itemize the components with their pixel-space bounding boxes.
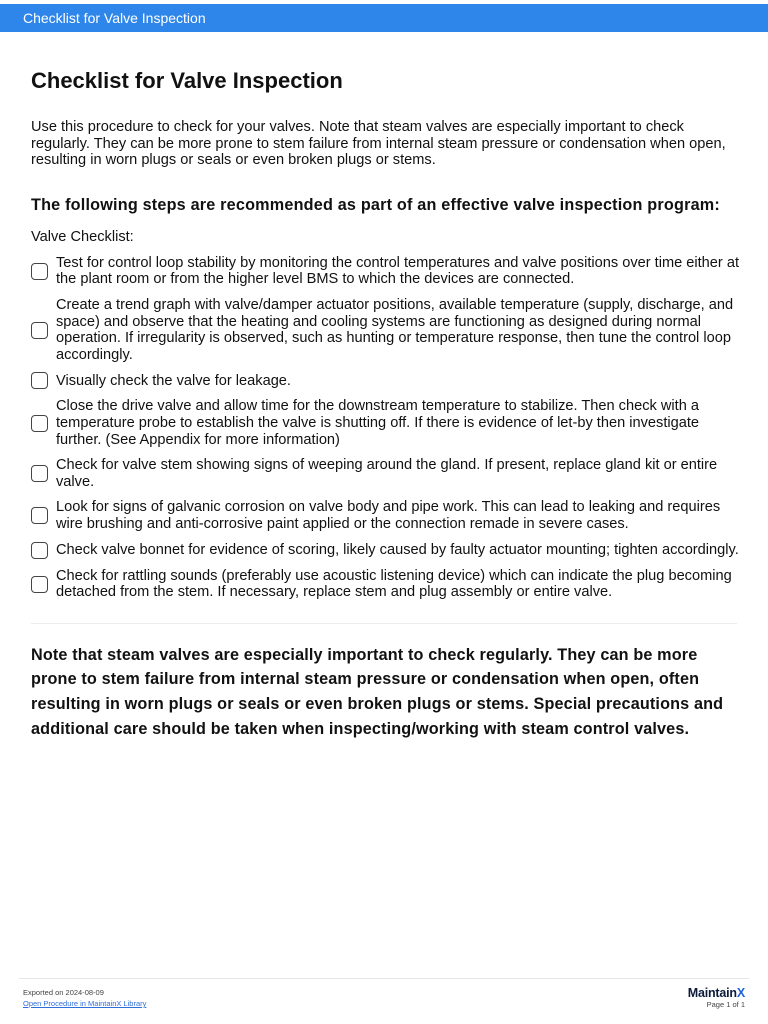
- header-bar: [0, 4, 768, 32]
- checklist-item-text: Check for valve stem showing signs of weeping around the gland. If present, replace gland kit or entire valve.: [56, 457, 718, 490]
- checkbox[interactable]: [31, 542, 48, 559]
- steam-valve-note: Note that steam valves are especially important to check regularly. They can be more prone to stem failure from internal steam pressure or condensation when open, often resulting in worn plugs or seals or even broken plugs or stems. Special precautions and additional care should be taken when inspecting/working with steam control valves.: [31, 645, 724, 739]
- checklist-item-text: Create a trend graph with valve/damper actuator positions, available temperature (supply, discharge, and space) and observe that the heating and cooling systems are functioning as designed during normal operation. If irregularity is observed, such as hunting or temperature response, then tune the control loop accordingly.: [56, 296, 734, 363]
- checklist-label: Valve Checklist:: [31, 228, 134, 245]
- library-link[interactable]: Open Procedure in MaintainX Library: [23, 999, 147, 1008]
- checklist: [31, 255, 741, 601]
- checkbox[interactable]: [31, 576, 48, 593]
- checklist-item: [31, 499, 741, 532]
- checkbox[interactable]: [31, 507, 48, 524]
- procedure-content: [31, 66, 741, 742]
- checkbox[interactable]: [31, 372, 48, 389]
- divider: [31, 623, 737, 624]
- footer-meta: [23, 987, 146, 1009]
- checklist-item: [31, 457, 741, 490]
- checklist-item-text: Test for control loop stability by monitoring the control temperatures and valve positions over time either at the plant room or from the higher level BMS to which the devices are connected.: [56, 254, 739, 288]
- checklist-item: [31, 398, 741, 448]
- checklist-item: [31, 542, 741, 559]
- checklist-item-text: Check for rattling sounds (preferably use acoustic listening device) which can indicate the plug becoming detached from the stem. If necessary, replace stem and plug assembly or entire valve.: [56, 567, 732, 601]
- checkbox[interactable]: [31, 415, 48, 432]
- checklist-item-text: Visually check the valve for leakage.: [56, 372, 291, 389]
- intro-paragraph: Use this procedure to check for your valves. Note that steam valves are especially important to check regularly. They can be more prone to stem failure from internal steam pressure or condensation when open, resulting in worn plugs or seals or even broken plugs or stems.: [31, 119, 726, 169]
- checklist-item: [31, 568, 741, 601]
- export-date: Exported on 2024-08-09: [23, 988, 104, 997]
- page-title: Checklist for Valve Inspection: [31, 68, 343, 93]
- checklist-item: [31, 297, 741, 363]
- footer-brand: [688, 986, 745, 1009]
- steps-heading: The following steps are recommended as part of an effective valve inspection program:: [31, 195, 720, 214]
- checklist-item-text: Check valve bonnet for evidence of scoring, likely caused by faulty actuator mounting; tighten accordingly.: [56, 541, 739, 558]
- checklist-item: [31, 372, 741, 389]
- checklist-item-text: Look for signs of galvanic corrosion on valve body and pipe work. This can lead to leaking and requires wire brushing and anti-corrosive paint applied or the connection remade in severe cases.: [56, 499, 721, 532]
- checkbox[interactable]: [31, 322, 48, 339]
- checklist-item: [31, 255, 741, 288]
- maintainx-logo: MaintainX: [687, 986, 745, 1000]
- checkbox[interactable]: [31, 465, 48, 482]
- checkbox[interactable]: [31, 263, 48, 280]
- header-title: Checklist for Valve Inspection: [23, 10, 206, 26]
- page-number: Page 1 of 1: [706, 1000, 745, 1009]
- checklist-item-text: Close the drive valve and allow time for the downstream temperature to stabilize. Then check with a temperature probe to establish the valve is shutting off. If there is evidence of let-by then investigate further. (See Appendix for more information): [56, 398, 700, 448]
- footer: [19, 978, 749, 1009]
